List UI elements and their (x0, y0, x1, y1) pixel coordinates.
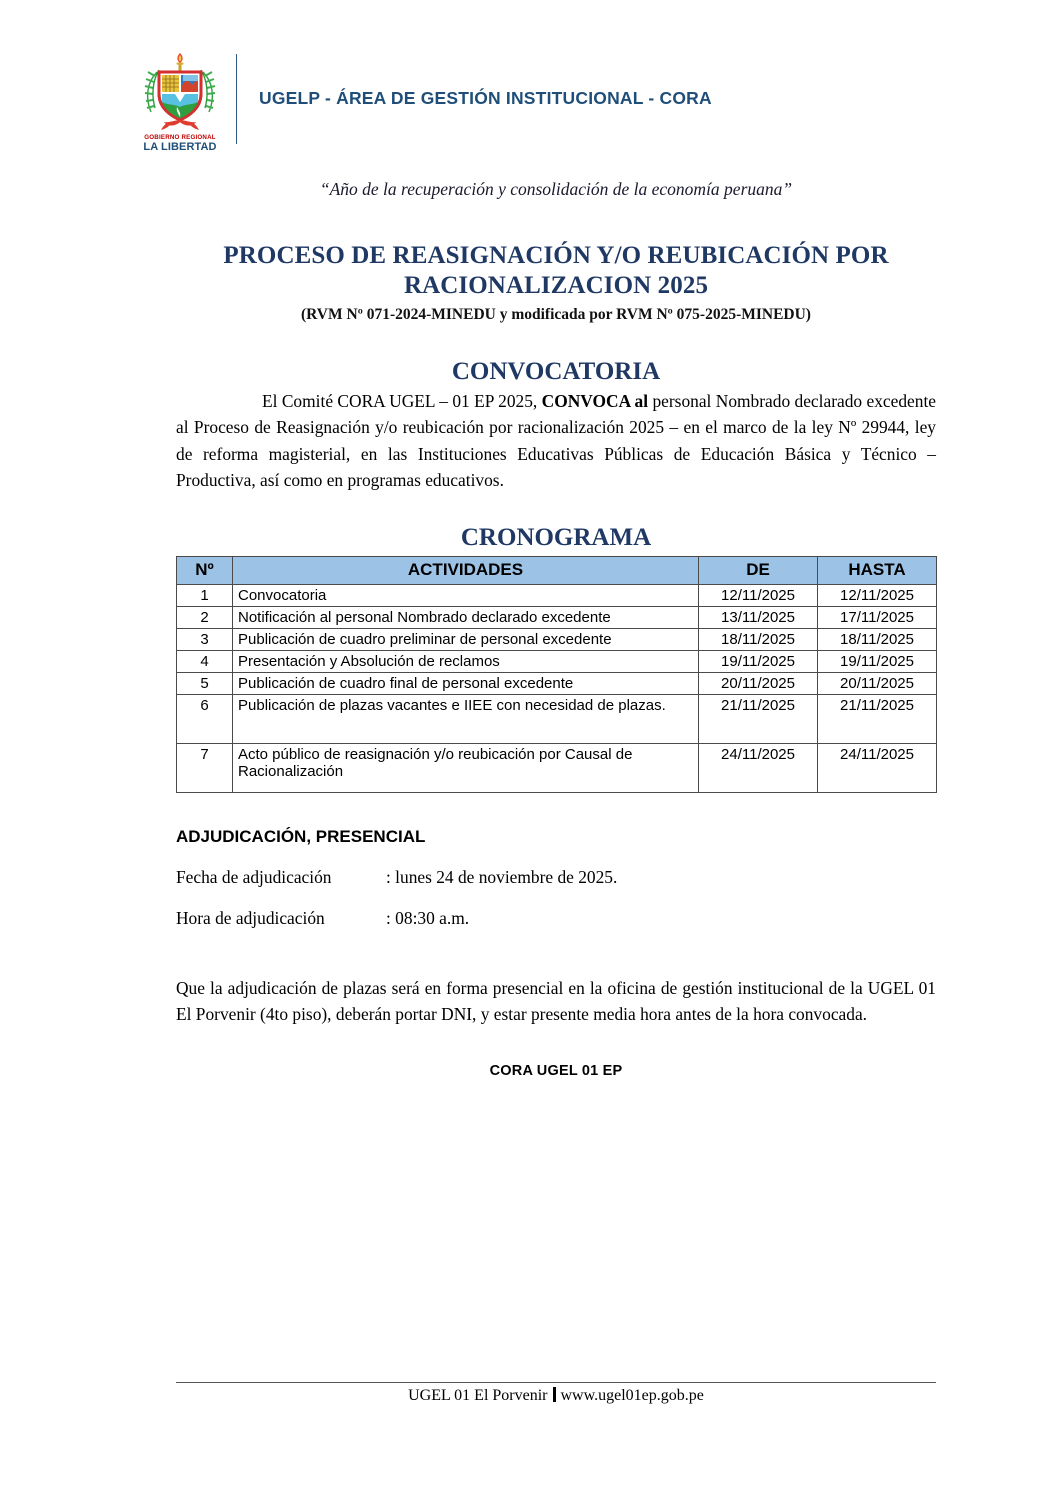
adjudicacion-hora-row (176, 908, 936, 929)
footer-divider (176, 1382, 936, 1383)
cell-numero: 1 (177, 584, 233, 606)
cell-actividad: Notificación al personal Nombrado declarado excedente (233, 606, 699, 628)
adjudicacion-fecha-row (176, 867, 936, 888)
cell-hasta: 12/11/2025 (818, 584, 937, 606)
table-row (177, 650, 937, 672)
cronograma-heading: CRONOGRAMA (460, 523, 652, 551)
column-header-numero: Nº (177, 556, 233, 584)
adjudicacion-fecha-value: : lunes 24 de noviembre de 2025. (386, 866, 618, 887)
cell-numero: 7 (177, 743, 233, 792)
signature-block: CORA UGEL 01 EP (489, 1063, 623, 1080)
cell-numero: 4 (177, 650, 233, 672)
convocatoria-heading: CONVOCATORIA (451, 357, 661, 385)
footer-website[interactable]: www.ugel01ep.gob.pe (560, 1387, 704, 1404)
cell-de: 12/11/2025 (699, 584, 818, 606)
column-header-actividades: ACTIVIDADES (233, 556, 699, 584)
cell-numero: 5 (177, 672, 233, 694)
coat-of-arms-icon (137, 50, 223, 134)
cell-hasta: 18/11/2025 (818, 628, 937, 650)
table-header-row (177, 556, 937, 584)
letterhead-title: UGELP - ÁREA DE GESTIÓN INSTITUCIONAL - CORA (259, 88, 712, 108)
letterhead (132, 50, 932, 162)
cell-hasta: 19/11/2025 (818, 650, 937, 672)
closing-paragraph: Que la adjudicación de plazas será en forma presencial en la oficina de gestión institucional de la UGEL 01 El Porvenir (4to piso), deberán portar DNI, y estar presente media hora antes de la hora convocada. (176, 977, 936, 1025)
adjudicacion-heading: ADJUDICACIÓN, PRESENCIAL (176, 826, 426, 846)
cell-de: 19/11/2025 (699, 650, 818, 672)
cell-hasta: 20/11/2025 (818, 672, 937, 694)
cell-de: 18/11/2025 (699, 628, 818, 650)
adjudicacion-hora-value: : 08:30 a.m. (386, 907, 470, 928)
cell-actividad: Presentación y Absolución de reclamos (233, 650, 699, 672)
cell-de: 13/11/2025 (699, 606, 818, 628)
convocatoria-text-bold: CONVOCA al (541, 390, 649, 411)
ribbon-icon (161, 120, 199, 130)
torch-icon (177, 53, 184, 72)
document-title (176, 241, 936, 302)
crest-caption-line1: GOBIERNO REGIONAL (144, 134, 216, 141)
page-footer (176, 1382, 936, 1405)
crest-caption (132, 135, 228, 153)
letterhead-divider (236, 54, 237, 144)
cell-numero: 2 (177, 606, 233, 628)
document-subtitle: (RVM Nº 071-2024-MINEDU y modificada por RVM Nº 075-2025-MINEDU) (301, 305, 811, 323)
footer-text (176, 1387, 936, 1405)
column-header-de: DE (699, 556, 818, 584)
cell-de: 24/11/2025 (699, 743, 818, 792)
table-row (177, 628, 937, 650)
year-motto: “Año de la recuperación y consolidación de la economía peruana” (319, 179, 793, 199)
cell-hasta: 17/11/2025 (818, 606, 937, 628)
adjudicacion-fecha-label: Fecha de adjudicación (176, 866, 332, 887)
cell-actividad: Publicación de plazas vacantes e IIEE con necesidad de plazas. (233, 694, 699, 743)
table-row (177, 606, 937, 628)
column-header-hasta: HASTA (818, 556, 937, 584)
cell-hasta: 21/11/2025 (818, 694, 937, 743)
footer-separator (553, 1387, 556, 1402)
convocatoria-text-part2: personal Nombrado declarado excedente al Proceso de Reasignación y/o reubicación por racionalización 2025 – en el marco de la ley Nº 29944, ley de reforma magisterial, en las Instituciones Educativas Públicas de Educación Básica y Técnico – Productiva, así como en programas educativos. (176, 390, 936, 491)
cell-hasta: 24/11/2025 (818, 743, 937, 792)
cell-actividad: Publicación de cuadro final de personal excedente (233, 672, 699, 694)
cell-numero: 3 (177, 628, 233, 650)
document-title-line2: RACIONALIZACION 2025 (403, 272, 709, 300)
cell-actividad: Acto público de reasignación y/o reubicación por Causal de Racionalización (233, 743, 699, 792)
cronograma-table (176, 556, 937, 793)
cell-de: 20/11/2025 (699, 672, 818, 694)
table-row (177, 694, 937, 743)
table-row (177, 743, 937, 792)
footer-entity: UGEL 01 El Porvenir (408, 1387, 548, 1404)
regional-government-crest (132, 50, 228, 162)
document-content (176, 178, 936, 1094)
convocatoria-paragraph (176, 388, 936, 494)
document-title-line1: PROCESO DE REASIGNACIÓN Y/O REUBICACIÓN POR (223, 241, 889, 269)
table-row (177, 584, 937, 606)
convocatoria-text-part1: El Comité CORA UGEL – 01 EP 2025, (262, 390, 542, 411)
cell-actividad: Publicación de cuadro preliminar de personal excedente (233, 628, 699, 650)
cell-numero: 6 (177, 694, 233, 743)
cell-actividad: Convocatoria (233, 584, 699, 606)
adjudicacion-hora-label: Hora de adjudicación (176, 907, 325, 928)
table-row (177, 672, 937, 694)
crest-caption-line2: LA LIBERTAD (143, 141, 217, 154)
cell-de: 21/11/2025 (699, 694, 818, 743)
